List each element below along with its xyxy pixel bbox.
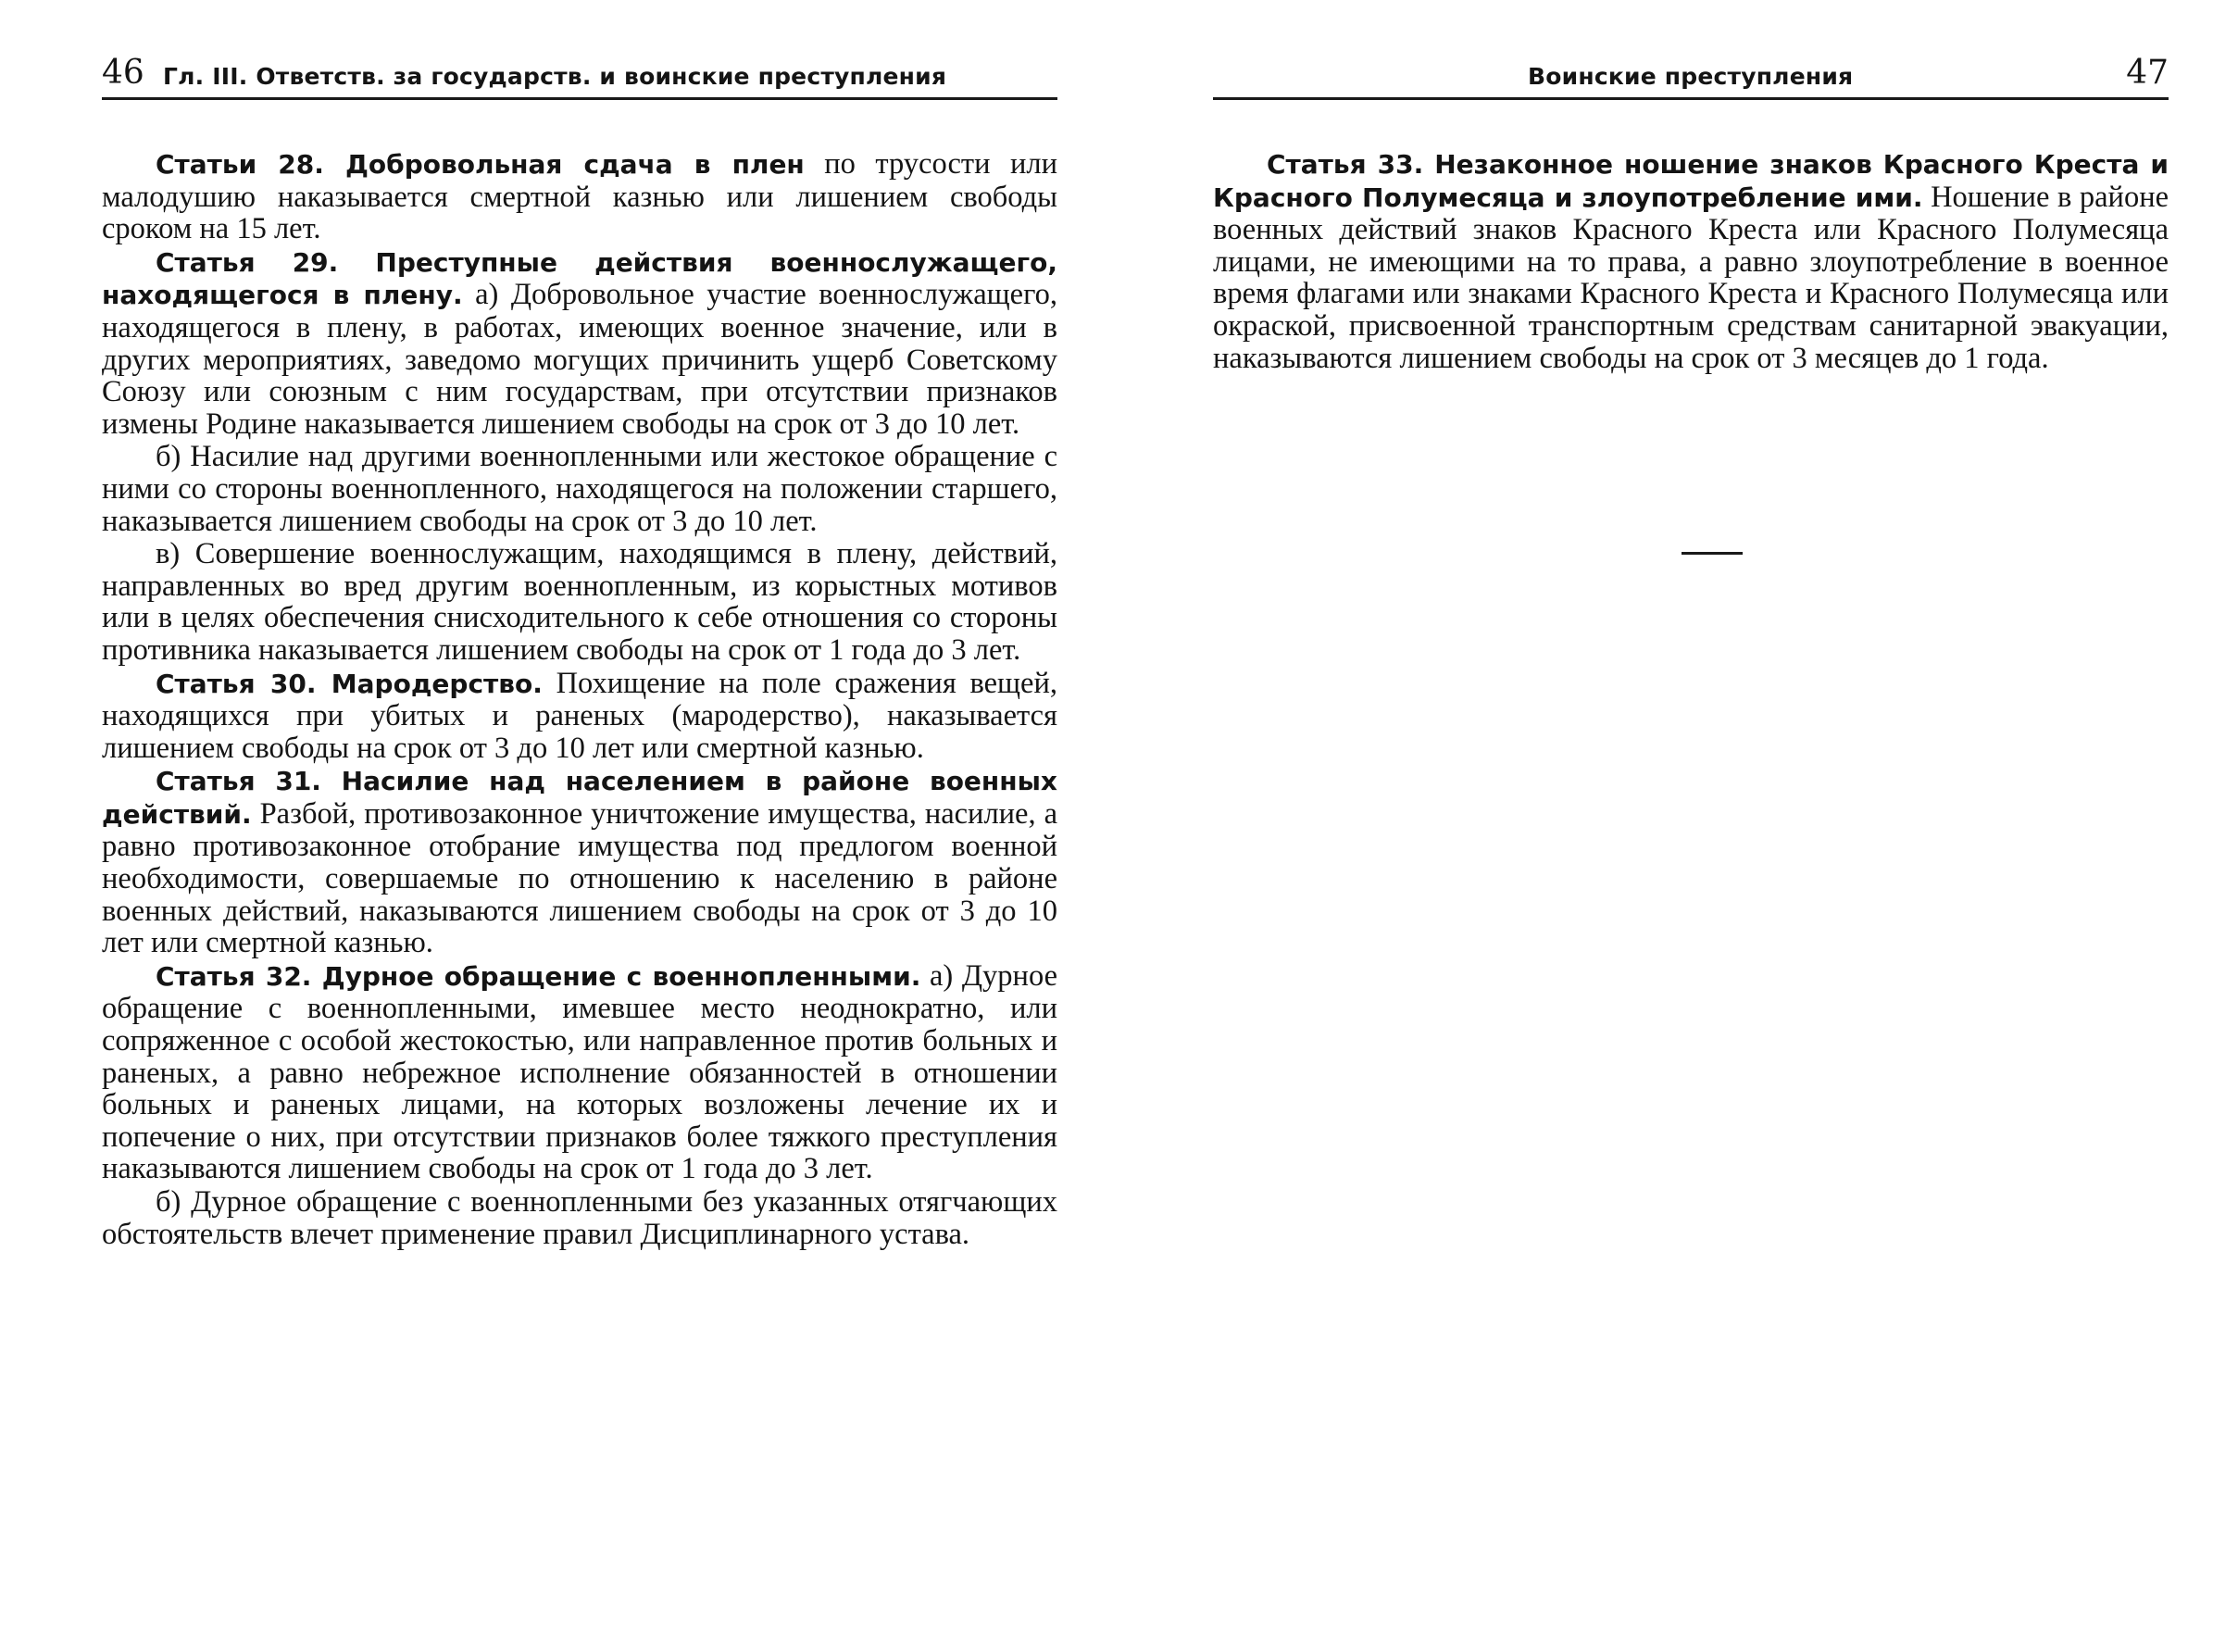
end-of-section-rule: [1682, 552, 1743, 555]
article-29-paragraph: [102, 246, 1057, 441]
right-page-body: [1213, 148, 2169, 375]
article-29b-text: б) Насилие над другими военнопленными или жестокое обращение с ними со стороны военнопленного, находящегося на положении старшего, наказывается лишением свободы на срок от 3 до 10 лет.: [102, 440, 1057, 538]
article-32-paragraph: [102, 960, 1057, 1185]
article-32-title: Статья 32. Дурное обращение с военнопленными.: [156, 960, 921, 992]
article-32b-paragraph: [102, 1186, 1057, 1250]
right-running-head: [1213, 51, 2169, 100]
article-32b-text: б) Дурное обращение с военнопленными без указанных отягчающих обстоятельств влечет применение правил Дисциплинарного устава.: [102, 1185, 1057, 1251]
article-33-text: Ношение в районе военных действий знаков Красного Креста или Красного Полумесяца лицами, не имеющими на то права, а равно злоупотребление в военное время флагами или знаками Красного Креста и Красного Полумесяца или окраской, присвоенной транспортным средствам санитарной эвакуации, наказываются лишением свободы на срок от 3 месяцев до 1 года.: [1213, 180, 2169, 375]
article-30-title: Статья 30. Мародерство.: [156, 668, 543, 699]
article-28-text: по трусости или малодушию наказывается смертной казнью или лишением свободы сроком на 15 лет.: [102, 147, 1057, 246]
article-30-paragraph: [102, 668, 1057, 765]
article-31-text: Разбой, противозаконное уничтожение имущества, насилие, а равно противозаконное отобрание имущества под предлогом военной необходимости, совершаемые по отношению к населению в районе военных действий, наказываются лишением свободы на срок от 3 до 10 лет или смертной казнью.: [102, 796, 1057, 960]
article-29b-paragraph: [102, 441, 1057, 537]
article-31-paragraph: [102, 765, 1057, 959]
article-29c-text: в) Совершение военнослужащим, находящимся в плену, действий, направленных во вред другим военнопленным, из корыстных мотивов или в целях обеспечения снисходительного к себе отношения со стороны противника наказывается лишением свободы на срок от 1 года до 3 лет.: [102, 537, 1057, 667]
article-29a-text: а) Добровольное участие военнослужащего, находящегося в плену, в работах, имеющих военное значение, или в других мероприятиях, заведомо могущих причинить ущерб Советскому Союзу или союзным с ним государствам, при отсутствии признаков измены Родине наказывается лишением свободы на срок от 3 до 10 лет.: [102, 278, 1057, 441]
article-33-paragraph: [1213, 148, 2169, 374]
chapter-running-title: Гл. III. Ответств. за государств. и воинские преступления: [163, 63, 947, 90]
page-number-right: 47: [2126, 54, 2169, 92]
article-29-title: Статья 29. Преступные действия военнослужащего, находящегося в плену.: [102, 246, 1057, 311]
section-running-title: Воинские преступления: [1528, 63, 1854, 90]
article-31-title: Статья 31. Насилие над населением в районе военных действий.: [102, 766, 1057, 830]
left-page-body: [102, 148, 1057, 1251]
page-number-left: 46: [102, 54, 144, 92]
article-28-title: Статьи 28. Добровольная сдача в плен: [156, 149, 805, 180]
article-30-text: Похищение на поле сражения вещей, находящихся при убитых и раненых (мародерство), наказывается лишением свободы на срок от 3 до 10 лет или смертной казнью.: [102, 666, 1057, 765]
article-33-title: Статья 33. Незаконное ношение знаков Красного Креста и Красного Полумесяца и злоупотребление ими.: [1213, 149, 2169, 213]
left-running-head: [102, 51, 1057, 100]
article-28-paragraph: [102, 148, 1057, 245]
article-29c-paragraph: [102, 538, 1057, 666]
article-32a-text: а) Дурное обращение с военнопленными, имевшее место неоднократно, или сопряженное с особой жестокостью, или направленное против больных и раненых, а равно небрежное исполнение обязанностей в отношении больных и раненых лицами, на которых возложены лечение их и попечение о них, при отсутствии признаков более тяжкого преступления наказываются лишением свободы на срок от 1 года до 3 лет.: [102, 958, 1058, 1186]
